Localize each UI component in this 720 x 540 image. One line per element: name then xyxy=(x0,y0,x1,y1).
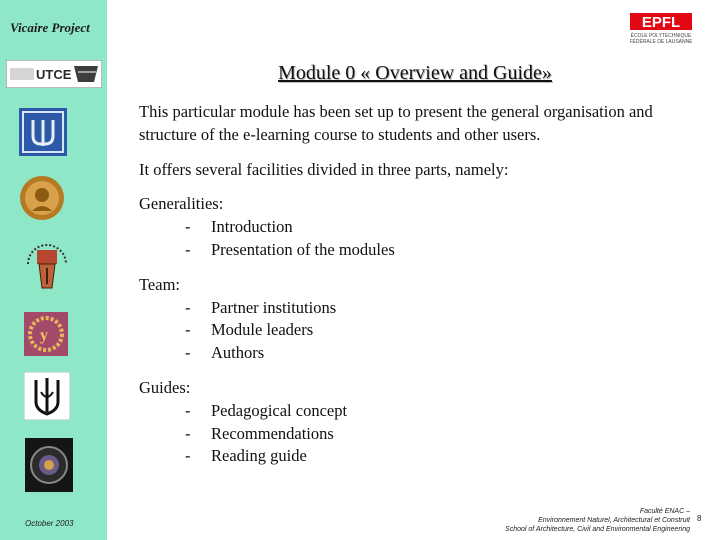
section-title: Guides: xyxy=(139,377,191,397)
utce-logo-text: UTCE xyxy=(36,67,72,82)
bullet-dash: - xyxy=(185,423,191,443)
section-title-text: Generalities xyxy=(139,194,219,214)
bullet-dash: - xyxy=(185,217,191,237)
list-item xyxy=(139,423,699,446)
section-title-suffix: : xyxy=(218,194,224,214)
wreath-logo xyxy=(24,312,68,356)
footer-line-1: Faculté ENAC – xyxy=(639,508,690,515)
section-title xyxy=(139,193,699,216)
utce-logo xyxy=(6,60,102,88)
page-title: Module 0 « Overview and Guide» xyxy=(278,62,552,84)
list-item xyxy=(139,297,699,320)
section-list xyxy=(139,400,699,468)
epfl-logo-sub-1: ÉCOLE POLYTECHNIQUE xyxy=(630,33,692,39)
epfl-logo-text: EPFL xyxy=(641,14,681,31)
project-title: Vicaire Project xyxy=(10,20,90,35)
trident-logo xyxy=(24,372,70,420)
list-item-text: Presentation of the modules xyxy=(211,239,395,259)
section-team xyxy=(139,274,699,365)
epfl-logo xyxy=(630,13,692,50)
intro-paragraph: This particular module has been set up to present the general organisation and structure of the e-learning course to students and other users. xyxy=(139,102,653,144)
list-item xyxy=(139,342,699,365)
epfl-logo-sub-2: FÉDÉRALE DE LAUSANNE xyxy=(630,39,692,45)
footer-date: October 2003 xyxy=(25,519,74,528)
facilities-paragraph: It offers several facilities divided in three parts, namely: xyxy=(139,159,509,179)
crest-logo xyxy=(24,240,70,294)
section-generalities xyxy=(139,193,699,261)
list-item-text: Module leaders xyxy=(211,320,314,340)
section-title: Team: xyxy=(139,274,180,294)
list-item-text: Reading guide xyxy=(211,446,307,466)
page-number: 8 xyxy=(697,514,702,523)
list-item xyxy=(139,319,699,342)
list-item-text: Authors xyxy=(211,343,265,363)
footer-line-2: Environnement Naturel, Architectural et Construit xyxy=(538,517,690,524)
medal-logo xyxy=(18,175,66,221)
list-item-text: Introduction xyxy=(211,217,293,237)
list-item xyxy=(139,445,699,468)
section-list xyxy=(139,216,699,262)
footer-line-3: School of Architecture, Civil and Environmental Engineering xyxy=(505,526,690,533)
main-content xyxy=(139,101,699,480)
section-guides xyxy=(139,377,699,468)
svg-text:y: y xyxy=(40,327,48,344)
ut-shield-logo xyxy=(19,108,67,156)
section-list xyxy=(139,297,699,365)
bullet-dash: - xyxy=(185,297,191,317)
list-item xyxy=(139,239,699,262)
list-item-text: Recommendations xyxy=(211,423,334,443)
bullet-dash: - xyxy=(185,239,191,259)
footer-credits xyxy=(505,507,690,534)
bullet-dash: - xyxy=(185,320,191,340)
bullet-dash: - xyxy=(185,343,191,363)
list-item-text: Pedagogical concept xyxy=(211,400,348,420)
list-item xyxy=(139,216,699,239)
bullet-dash: - xyxy=(185,400,191,420)
list-item-text: Partner institutions xyxy=(211,297,337,317)
bullet-dash: - xyxy=(185,446,191,466)
sidebar xyxy=(0,0,107,540)
seal-logo xyxy=(25,438,73,492)
list-item xyxy=(139,400,699,423)
